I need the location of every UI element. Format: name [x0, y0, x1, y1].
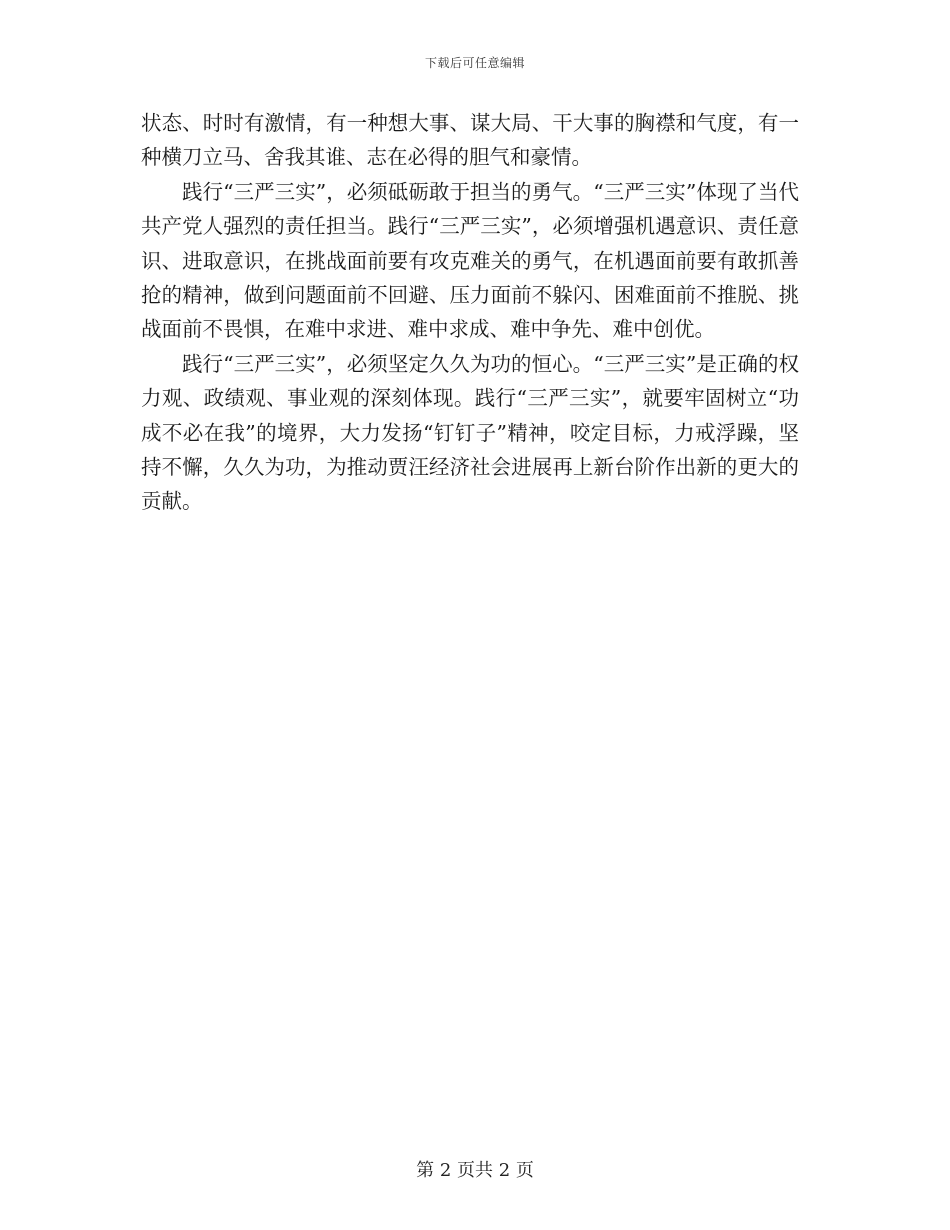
page-number: 第 2 页共 2 页 — [416, 1160, 534, 1181]
page-header: 下载后可任意编辑 — [424, 56, 525, 70]
paragraph-courage: 践行“三严三实”，必须砥砺敢于担当的勇气。“三严三实”体现了当代共产党人强烈的责任担当。践行“三严三实”，必须增强机遇意识、责任意识、进取意识，在挑战面前要有攻克难关的勇气，在机遇面前要有敢抓善抢的精神，做到问题面前不回避、压力面前不躲闪、困难面前不推脱、挑战面前不畏惧，在难中求进、难中求成、难中争先、难中创优。 — [141, 179, 799, 342]
paragraph-perseverance: 践行“三严三实”，必须坚定久久为功的恒心。“三严三实”是正确的权力观、政绩观、事业观的深刻体现。践行“三严三实”，就要牢固树立“功成不必在我”的境界，大力发扬“钉钉子”精神，咬定目标，力戒浮躁，坚持不懈，久久为功，为推动贾汪经济社会进展再上新台阶作出新的更大的贡献。 — [141, 351, 799, 514]
paragraph-continuation: 状态、时时有激情，有一种想大事、谋大局、干大事的胸襟和气度，有一种横刀立马、舍我其谁、志在必得的胆气和豪情。 — [141, 111, 799, 170]
document-body — [141, 106, 799, 519]
